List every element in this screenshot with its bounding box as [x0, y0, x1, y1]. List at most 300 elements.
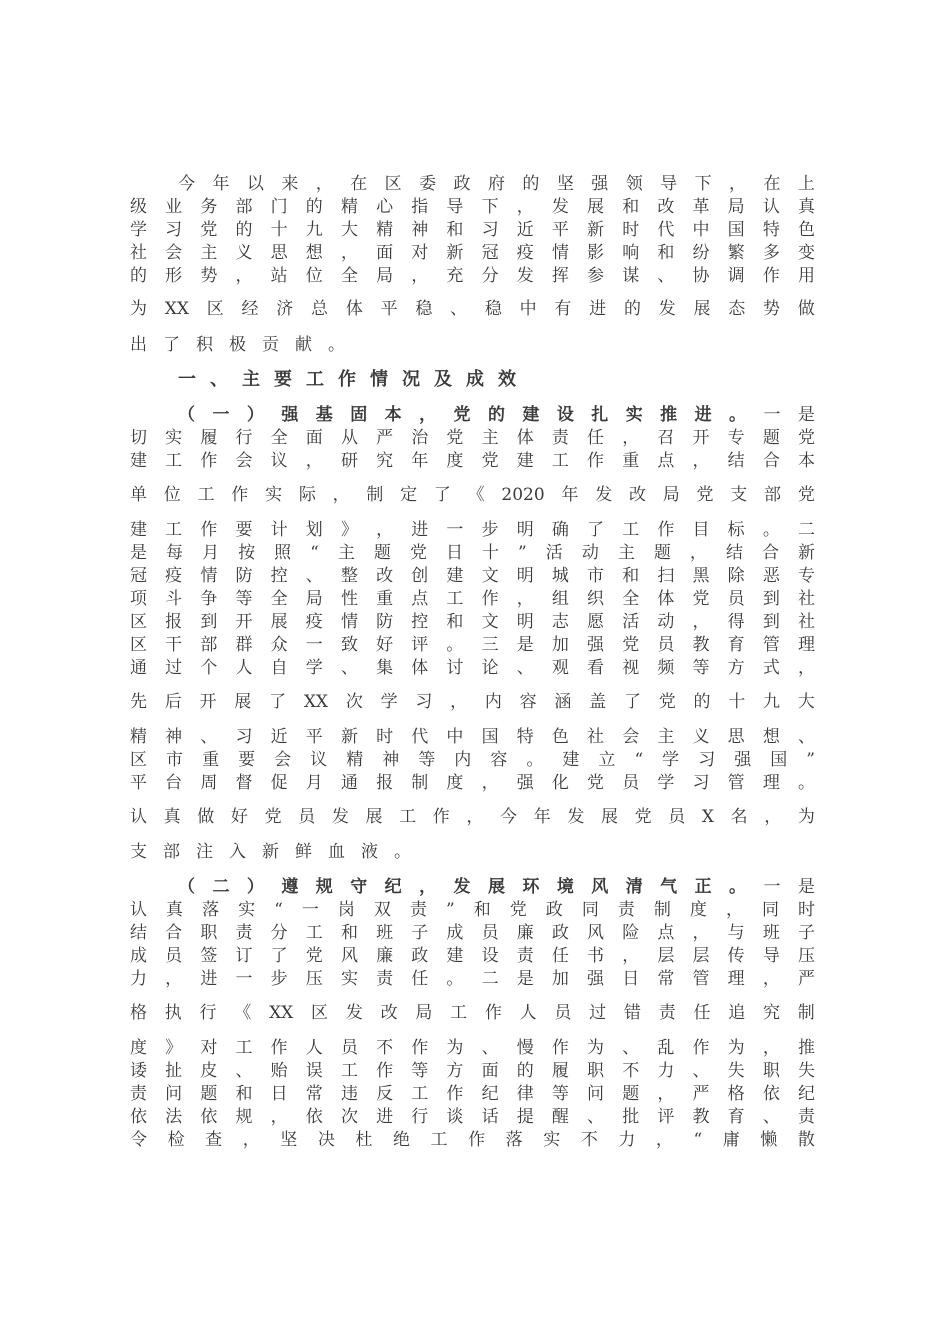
text-line	[130, 264, 815, 288]
text-char: 区	[130, 612, 147, 632]
text-char: 习	[235, 727, 253, 747]
text-char: 照	[274, 543, 292, 563]
text-char: 、	[657, 266, 675, 286]
text-char: 作	[376, 1061, 394, 1081]
text-char: 反	[376, 1084, 394, 1104]
text-char: 通	[340, 773, 358, 793]
text-char: 度	[689, 900, 707, 920]
text-char: 作	[762, 266, 780, 286]
text-char: 主	[617, 543, 635, 563]
text-char: 了	[433, 485, 451, 505]
text-char: 纷	[692, 243, 710, 263]
text-char: 书	[587, 946, 605, 966]
text-line	[130, 656, 815, 680]
text-char: 动	[657, 612, 675, 632]
text-char: ，	[762, 1038, 780, 1058]
text-char: 支	[730, 485, 748, 505]
text-char: 责	[617, 900, 635, 920]
text-char: 整	[340, 566, 358, 586]
text-char: 、	[762, 1107, 780, 1127]
text-char: 出	[130, 335, 147, 355]
text-char: 作	[551, 1038, 569, 1058]
text-char: 等	[692, 658, 710, 678]
text-char: 党	[305, 946, 323, 966]
text-char: 任	[587, 428, 605, 448]
text-char: 府	[487, 174, 505, 194]
text-char: 国	[727, 220, 745, 240]
text-char: 作	[411, 1038, 429, 1058]
text-char: 工	[165, 451, 183, 471]
text-char: 重	[202, 750, 220, 770]
text-char: 二	[212, 877, 230, 897]
text-char: 员	[657, 635, 675, 655]
text-char: 全	[270, 589, 288, 609]
text-char: ，	[411, 266, 429, 286]
text-char: 情	[200, 566, 218, 586]
text-char: 实	[265, 485, 283, 505]
text-char: 通	[130, 658, 147, 678]
text-char: 作	[657, 520, 675, 540]
text-char: 参	[587, 266, 605, 286]
text-char: 政	[453, 174, 471, 194]
text-char: 促	[270, 773, 288, 793]
text-char: 效	[498, 369, 516, 390]
text-char: 习	[165, 220, 183, 240]
text-char: 部	[163, 842, 180, 862]
text-char: 切	[130, 428, 147, 448]
text-char: 制	[366, 485, 384, 505]
text-char: 自	[270, 658, 288, 678]
text-char: 订	[235, 946, 253, 966]
text-char: 纪	[481, 1084, 499, 1104]
text-char: ”	[445, 900, 455, 920]
text-char: 对	[411, 243, 429, 263]
text-char: 容	[519, 692, 537, 712]
text-char: 、	[210, 369, 228, 390]
text-char: 革	[692, 197, 710, 217]
text-char: 职	[200, 923, 218, 943]
text-char: 散	[797, 1130, 815, 1150]
text-char: 做	[197, 807, 215, 827]
text-line	[130, 633, 815, 657]
text-line	[130, 898, 815, 922]
text-char: 题	[622, 1084, 640, 1104]
text-char: 和	[235, 1084, 253, 1104]
text-char: 责	[409, 900, 427, 920]
text-char: 得	[727, 612, 745, 632]
text-char: 、	[340, 658, 358, 678]
text-char: 支	[130, 842, 147, 862]
text-char: ，	[729, 174, 746, 194]
text-char: XX	[269, 1003, 294, 1023]
text-char: 社	[797, 612, 815, 632]
text-char: 一	[763, 877, 781, 897]
text-char: 作	[231, 485, 249, 505]
text-char: ”	[806, 750, 815, 770]
text-char: 稳	[415, 299, 433, 319]
text-char: 时	[798, 900, 815, 920]
text-char: 结	[727, 451, 745, 471]
text-char: 局	[305, 589, 323, 609]
text-char: 责	[658, 1003, 676, 1023]
text-char: 传	[727, 946, 745, 966]
text-char: 责	[551, 428, 569, 448]
text-line	[130, 449, 815, 473]
text-char: 《	[467, 485, 485, 505]
text-char: 坚	[556, 174, 574, 194]
text-char: 员	[165, 946, 183, 966]
text-char: 每	[166, 543, 184, 563]
text-char: 工	[450, 1003, 468, 1023]
text-char: 恶	[762, 566, 780, 586]
text-char: 作	[270, 1038, 288, 1058]
text-char: 误	[305, 1061, 323, 1081]
text-char: ，	[516, 589, 534, 609]
text-char: 学	[662, 750, 680, 770]
text-char: 一	[301, 900, 319, 920]
text-char: “	[634, 750, 644, 770]
text-char: 依	[762, 1084, 780, 1104]
text-char: 依	[200, 1107, 218, 1127]
text-char: 为	[797, 807, 815, 827]
text-char: 下	[481, 197, 499, 217]
text-char: 调	[727, 266, 745, 286]
text-char: 重	[622, 451, 640, 471]
text-char: 心	[376, 197, 394, 217]
text-char: 形	[165, 266, 183, 286]
text-char: 党	[634, 807, 652, 827]
text-char: 育	[727, 1107, 745, 1127]
text-char: 职	[587, 1061, 605, 1081]
text-char: 学	[305, 658, 323, 678]
text-line	[130, 1001, 815, 1025]
text-char: 血	[328, 842, 345, 862]
text-char: 党	[446, 428, 464, 448]
text-char: ，	[725, 900, 743, 920]
text-char: 党	[658, 692, 676, 712]
text-char: 过	[165, 658, 183, 678]
text-char: 作	[200, 520, 218, 540]
text-char: 严	[376, 428, 394, 448]
text-line	[130, 771, 815, 795]
text-char: 作	[200, 451, 218, 471]
text-char: 争	[200, 589, 218, 609]
text-char: ，	[419, 877, 437, 897]
text-char: 认	[762, 197, 780, 217]
text-char: 年	[411, 451, 429, 471]
text-char: 要	[235, 520, 253, 540]
text-char: 际	[298, 485, 316, 505]
text-char: 年	[533, 807, 551, 827]
text-char: 《	[234, 1003, 252, 1023]
text-char: 精	[340, 197, 358, 217]
text-char: 理	[797, 635, 815, 655]
text-char: 》	[340, 520, 358, 540]
text-char: 新	[340, 727, 358, 747]
text-char: 令	[130, 1130, 147, 1150]
text-char: 平	[130, 773, 147, 793]
text-char: 学	[130, 220, 147, 240]
text-char: 冠	[130, 566, 147, 586]
text-char: 了	[270, 946, 288, 966]
text-char: 纪	[384, 877, 402, 897]
text-char: 风	[340, 946, 358, 966]
text-char: 局	[415, 1003, 433, 1023]
text-char: 展	[234, 692, 252, 712]
text-char: 频	[657, 658, 675, 678]
text-char: 液	[361, 842, 378, 862]
text-char: 到	[200, 612, 218, 632]
text-char: 任	[551, 946, 569, 966]
text-char: ）	[246, 877, 264, 897]
text-char: 员	[727, 589, 745, 609]
text-char: 政	[551, 923, 569, 943]
text-char: 员	[554, 1003, 572, 1023]
text-char: 中	[692, 220, 710, 240]
text-char: 成	[130, 946, 147, 966]
text-char: 员	[668, 807, 686, 827]
text-char: 影	[587, 243, 605, 263]
text-char: 组	[551, 589, 569, 609]
text-char: 思	[727, 727, 745, 747]
text-char: 2020	[501, 485, 545, 505]
text-char: 思	[270, 243, 288, 263]
text-line	[130, 1082, 815, 1106]
text-char: 想	[762, 727, 780, 747]
text-char: 集	[376, 658, 394, 678]
text-char: 容	[490, 750, 508, 770]
text-char: 群	[235, 635, 253, 655]
text-char: 城	[551, 566, 569, 586]
text-char: 廉	[516, 923, 534, 943]
text-char: 及	[434, 369, 452, 390]
text-char: 、	[516, 658, 534, 678]
text-char: 评	[411, 635, 429, 655]
text-char: 目	[692, 520, 710, 540]
text-char: 总	[311, 299, 329, 319]
text-char: 新	[446, 243, 464, 263]
text-char: 会	[235, 451, 253, 471]
text-char: 指	[411, 197, 429, 217]
text-char: 党	[692, 589, 710, 609]
text-char: 严	[692, 1084, 710, 1104]
text-char: 党	[696, 485, 714, 505]
text-char: 行	[235, 428, 253, 448]
text-line	[178, 875, 815, 899]
text-char: 名	[730, 807, 748, 827]
text-char: 履	[200, 428, 218, 448]
text-char: 社	[797, 589, 815, 609]
text-char: 成	[466, 369, 484, 390]
text-char: 坚	[280, 1130, 298, 1150]
text-char: 市	[587, 566, 605, 586]
text-char: 单	[130, 485, 147, 505]
text-char: 度	[130, 1038, 147, 1058]
text-char: ，	[332, 485, 350, 505]
text-char: 进	[589, 299, 607, 319]
text-char: 观	[551, 658, 569, 678]
text-char: 十	[728, 692, 746, 712]
text-char: 究	[376, 451, 394, 471]
text-char: 检	[167, 1130, 185, 1150]
text-char: 压	[797, 946, 815, 966]
text-char: 情	[340, 612, 358, 632]
text-char: 、	[622, 1038, 640, 1058]
text-line	[130, 541, 815, 565]
text-char: 改	[657, 197, 675, 217]
text-char: ，	[270, 1107, 288, 1127]
text-char: 是	[130, 543, 147, 563]
text-char: 建	[562, 750, 580, 770]
text-char: 廉	[376, 946, 394, 966]
text-char: 专	[797, 566, 815, 586]
text-char: 格	[130, 1003, 147, 1023]
text-char: 谈	[446, 1107, 464, 1127]
text-char: 责	[376, 969, 394, 989]
text-char: 遵	[281, 877, 299, 897]
text-char: 等	[235, 589, 253, 609]
text-line	[130, 944, 815, 968]
text-char: 险	[622, 923, 640, 943]
text-char: 台	[165, 773, 183, 793]
text-char: 文	[481, 566, 499, 586]
text-line	[178, 172, 815, 196]
text-char: 来	[281, 174, 299, 194]
text-char: 子	[411, 923, 429, 943]
text-char: 依	[130, 1107, 147, 1127]
text-char: 防	[235, 566, 253, 586]
text-char: 员	[481, 923, 499, 943]
text-char: 确	[551, 520, 569, 540]
text-char: 加	[551, 969, 569, 989]
text-char: 九	[305, 220, 323, 240]
text-char: ，	[655, 1130, 673, 1150]
text-char: 召	[657, 428, 675, 448]
text-char: 和	[622, 566, 640, 586]
text-char: 位	[305, 266, 323, 286]
text-char: 局	[727, 197, 745, 217]
text-char: 风	[591, 877, 609, 897]
text-char: 层	[657, 946, 675, 966]
text-char: 三	[481, 635, 499, 655]
text-char: ，	[340, 243, 358, 263]
text-char: 问	[165, 1084, 183, 1104]
text-char: 党	[264, 807, 282, 827]
text-char: 开	[235, 612, 253, 632]
text-char: 谋	[622, 266, 640, 286]
text-char: 部	[200, 635, 218, 655]
text-char: 。	[446, 969, 464, 989]
text-char: 代	[657, 220, 675, 240]
text-line	[130, 333, 815, 357]
text-char: 工	[622, 520, 640, 540]
text-char: 愿	[587, 612, 605, 632]
text-char: 。	[526, 750, 544, 770]
text-char: 到	[762, 589, 780, 609]
text-char: 压	[305, 969, 323, 989]
text-char: 同	[581, 900, 599, 920]
text-char: 积	[196, 335, 213, 355]
text-char: 志	[551, 612, 569, 632]
text-char: 平	[380, 299, 398, 319]
text-char: 制	[653, 900, 671, 920]
text-char: 黑	[692, 566, 710, 586]
text-char: 内	[484, 692, 502, 712]
text-char: 位	[163, 485, 181, 505]
text-char: 义	[692, 727, 710, 747]
text-char: 论	[481, 658, 499, 678]
text-char: 作	[692, 1038, 710, 1058]
text-char: ，	[689, 543, 707, 563]
text-char: 结	[130, 923, 147, 943]
text-char: 会	[274, 750, 292, 770]
text-char: 体	[516, 428, 534, 448]
text-char: 党	[622, 635, 640, 655]
text-char: 发	[595, 485, 613, 505]
text-char: 社	[130, 243, 147, 263]
text-char: 》	[165, 1038, 183, 1058]
text-char: 重	[376, 589, 394, 609]
text-char: 责	[130, 1084, 147, 1104]
text-char: 一	[763, 405, 781, 425]
text-char: 子	[797, 923, 815, 943]
text-char: 执	[164, 1003, 182, 1023]
text-char: 行	[199, 1003, 217, 1023]
text-char: 错	[623, 1003, 641, 1023]
text-char: 的	[130, 266, 147, 286]
text-char: 日	[445, 543, 463, 563]
text-char: 导	[660, 174, 678, 194]
text-char: 点	[657, 451, 675, 471]
text-char: 文	[481, 612, 499, 632]
text-char: 工	[551, 451, 569, 471]
text-char: 的	[487, 405, 505, 425]
text-char: 社	[587, 727, 605, 747]
text-char: 色	[551, 727, 569, 747]
text-char: 近	[516, 220, 534, 240]
text-char: 中	[446, 727, 464, 747]
text-line	[130, 967, 815, 991]
text-line	[130, 840, 815, 864]
text-char: 定	[400, 485, 418, 505]
text-char: ，	[797, 658, 815, 678]
text-char: 强	[587, 969, 605, 989]
text-char: 。	[729, 877, 746, 897]
text-char: 强	[516, 773, 534, 793]
text-char: 按	[238, 543, 256, 563]
text-char: 区	[130, 750, 147, 770]
text-line	[130, 1105, 815, 1129]
text-char: 国	[770, 750, 788, 770]
text-char: 的	[522, 174, 540, 194]
text-char: 区	[130, 635, 147, 655]
text-char: 开	[199, 692, 217, 712]
text-char: 不	[376, 1038, 394, 1058]
text-char: 在	[763, 174, 781, 194]
text-char: 为	[446, 1038, 464, 1058]
text-char: 精	[346, 750, 364, 770]
text-char: 新	[262, 842, 279, 862]
text-char: 等	[418, 750, 436, 770]
text-char: ，	[516, 197, 534, 217]
text-char: 入	[229, 842, 246, 862]
text-char: 督	[235, 773, 253, 793]
text-char: 了	[623, 692, 641, 712]
text-char: 职	[762, 1061, 780, 1081]
text-char: 。	[729, 405, 746, 425]
text-line	[130, 805, 815, 829]
text-char: 本	[797, 451, 815, 471]
